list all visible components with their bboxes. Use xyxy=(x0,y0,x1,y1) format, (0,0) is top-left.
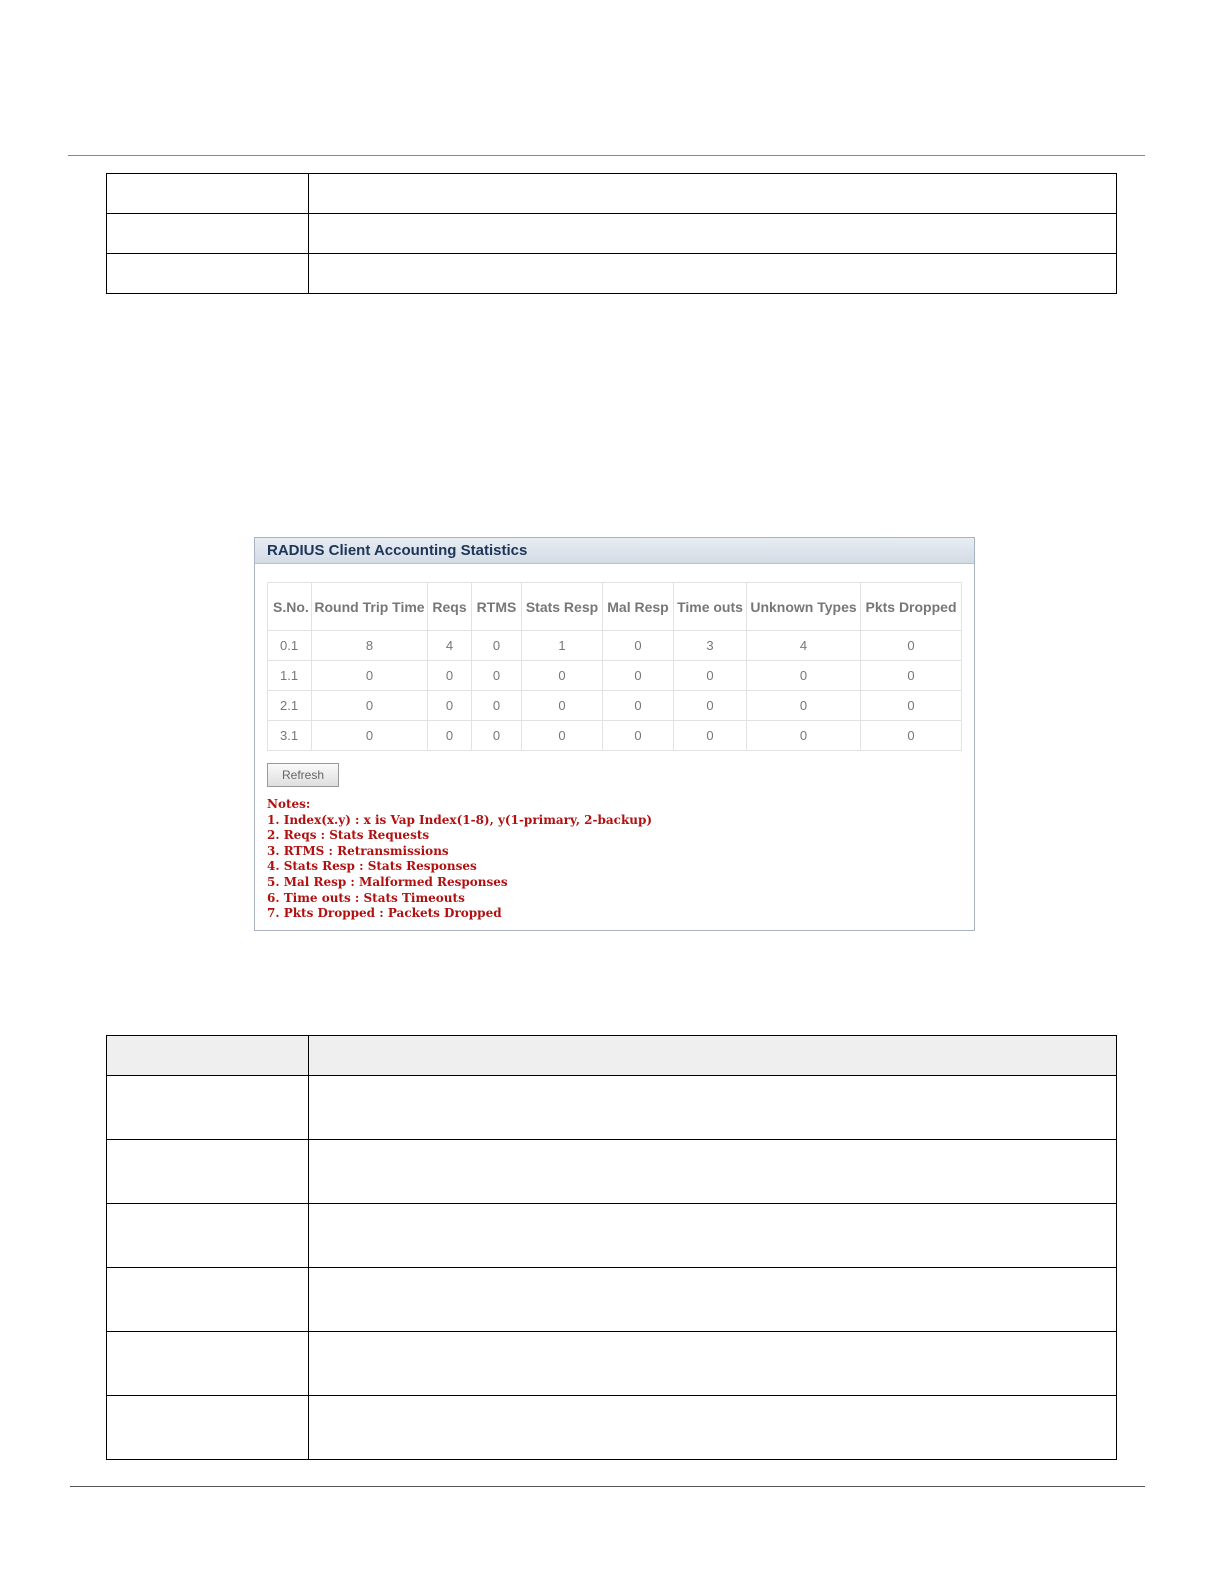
table-row xyxy=(268,631,962,661)
note-item: 7. Pkts Dropped : Packets Dropped xyxy=(267,906,502,921)
table-cell: 3.1 xyxy=(268,721,312,751)
column-header: Time outs xyxy=(674,583,747,631)
table-cell: 1 xyxy=(522,631,603,661)
table-cell: 0 xyxy=(472,661,522,691)
stats-table xyxy=(267,582,962,751)
table-row xyxy=(107,1396,1117,1460)
table-cell: 0 xyxy=(603,721,674,751)
table-cell: 0 xyxy=(603,631,674,661)
table-cell: 0 xyxy=(674,661,747,691)
note-item: 4. Stats Resp : Stats Responses xyxy=(267,859,477,874)
note-item: 1. Index(x.y) : x is Vap Index(1-8), y(1-primary, 2-backup) xyxy=(267,812,653,827)
table-cell: 0 xyxy=(603,691,674,721)
table-row xyxy=(107,1268,1117,1332)
table-row xyxy=(268,661,962,691)
table-row xyxy=(268,691,962,721)
refresh-button[interactable]: Refresh xyxy=(267,763,339,787)
header-rule xyxy=(68,155,1145,156)
notes-title: Notes: xyxy=(267,797,311,811)
table-cell: 0 xyxy=(312,661,428,691)
table-header-row xyxy=(107,1036,1117,1076)
panel-title: RADIUS Client Accounting Statistics xyxy=(255,538,974,564)
table-row xyxy=(107,1140,1117,1204)
table-cell: 8 xyxy=(312,631,428,661)
table-cell: 0 xyxy=(861,721,962,751)
table-cell: 0 xyxy=(428,691,472,721)
note-item: 6. Time outs : Stats Timeouts xyxy=(267,890,465,905)
table-cell: 0 xyxy=(522,691,603,721)
table-cell: 0 xyxy=(312,721,428,751)
table-cell: 0 xyxy=(861,691,962,721)
note-item: 2. Reqs : Stats Requests xyxy=(267,828,430,843)
top-table xyxy=(106,173,1117,294)
column-header: Reqs xyxy=(428,583,472,631)
table-cell: 0 xyxy=(674,691,747,721)
column-header: Round Trip Time xyxy=(312,583,428,631)
column-header: Stats Resp xyxy=(522,583,603,631)
table-cell: 0 xyxy=(603,661,674,691)
table-cell: 4 xyxy=(428,631,472,661)
column-header: S.No. xyxy=(268,583,312,631)
column-header: RTMS xyxy=(472,583,522,631)
note-item: 5. Mal Resp : Malformed Responses xyxy=(267,874,508,889)
table-cell: 4 xyxy=(747,631,861,661)
table-cell: 0 xyxy=(522,721,603,751)
table-cell: 0 xyxy=(747,691,861,721)
table-cell: 0 xyxy=(861,631,962,661)
table-row xyxy=(107,1076,1117,1140)
column-header: Mal Resp xyxy=(603,583,674,631)
footer-rule xyxy=(70,1486,1145,1487)
table-cell: 0 xyxy=(472,691,522,721)
table-row xyxy=(107,174,1117,214)
column-header: Unknown Types xyxy=(747,583,861,631)
bottom-table xyxy=(106,1035,1117,1460)
table-cell: 0.1 xyxy=(268,631,312,661)
table-cell: 1.1 xyxy=(268,661,312,691)
table-cell: 0 xyxy=(674,721,747,751)
table-row xyxy=(107,254,1117,294)
table-cell: 0 xyxy=(747,721,861,751)
table-row xyxy=(268,721,962,751)
table-cell: 0 xyxy=(312,691,428,721)
table-cell: 0 xyxy=(522,661,603,691)
table-cell: 0 xyxy=(472,721,522,751)
table-cell: 0 xyxy=(428,721,472,751)
table-header-row xyxy=(268,583,962,631)
radius-accounting-panel xyxy=(254,537,975,931)
table-cell: 0 xyxy=(428,661,472,691)
table-cell: 0 xyxy=(747,661,861,691)
table-cell: 2.1 xyxy=(268,691,312,721)
table-row xyxy=(107,1204,1117,1268)
table-cell: 0 xyxy=(861,661,962,691)
table-row xyxy=(107,1332,1117,1396)
note-item: 3. RTMS : Retransmissions xyxy=(267,843,449,858)
table-cell: 3 xyxy=(674,631,747,661)
notes xyxy=(267,797,957,922)
column-header: Pkts Dropped xyxy=(861,583,962,631)
table-cell: 0 xyxy=(472,631,522,661)
table-row xyxy=(107,214,1117,254)
